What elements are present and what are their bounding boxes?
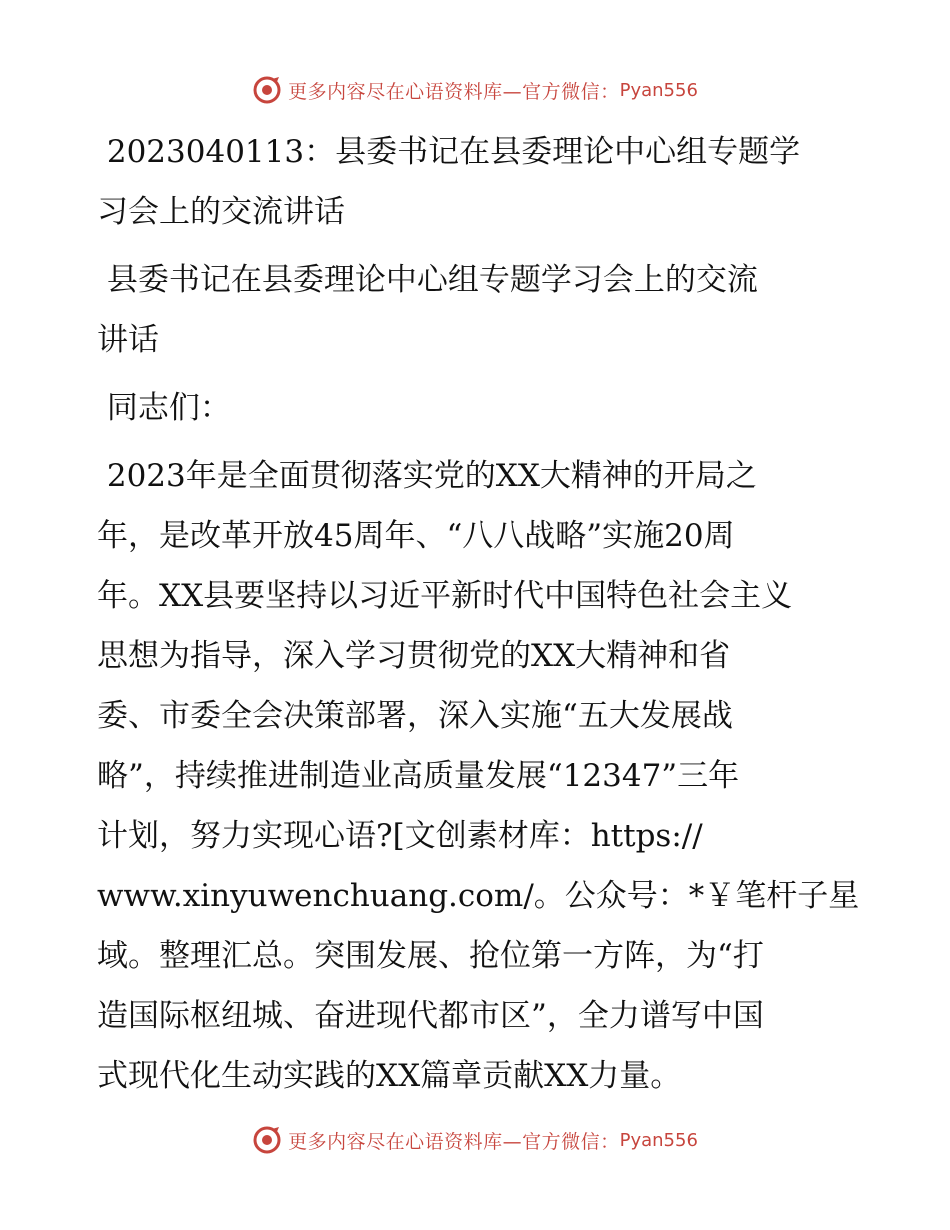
body-line: 年。XX县要坚持以习近平新时代中国特色社会主义 [97, 578, 793, 614]
body-line: 式现代化生动实践的XX篇章贡献XX力量。 [97, 1058, 682, 1094]
body-line: 年，是改革开放45周年、“八八战略”实施20周 [97, 518, 735, 554]
body-line: 造国际枢纽城、奋进现代都市区”，全力谱写中国 [97, 998, 764, 1034]
footer-watermark-banner [0, 1120, 950, 1160]
subtitle-line-1: 县委书记在县委理论中心组专题学习会上的交流 [97, 262, 758, 298]
body-line: 计划，努力实现心语?[文创素材库：https:// [97, 818, 703, 854]
header-watermark-banner [0, 70, 950, 110]
banner-account: Pyan556 [619, 79, 698, 101]
body-line: 2023年是全面贯彻落实党的XX大精神的开局之 [97, 458, 757, 494]
body-line: www.xinyuwenchuang.com/。公众号：*￥笔杆子星 [97, 878, 860, 914]
banner-account: Pyan556 [619, 1129, 698, 1151]
title-line-2: 习会上的交流讲话 [97, 194, 345, 230]
subtitle-line-2: 讲话 [97, 322, 159, 358]
banner-text: 更多内容尽在心语资料库—官方微信： [288, 80, 620, 103]
pen-circle-logo-icon [252, 75, 282, 105]
body-line: 委、市委全会决策部署，深入实施“五大发展战 [97, 698, 733, 734]
body-line: 域。整理汇总。突围发展、抢位第一方阵，为“打 [97, 938, 764, 974]
pen-circle-logo-icon [252, 1125, 282, 1155]
salutation: 同志们： [97, 390, 231, 426]
body-line: 思想为指导，深入学习贯彻党的XX大精神和省 [97, 638, 731, 674]
title-line-1: 2023040113：县委书记在县委理论中心组专题学 [97, 134, 801, 170]
document-body [97, 122, 867, 1106]
banner-text: 更多内容尽在心语资料库—官方微信： [288, 1130, 620, 1153]
body-line: 略”，持续推进制造业高质量发展“12347”三年 [97, 758, 740, 794]
